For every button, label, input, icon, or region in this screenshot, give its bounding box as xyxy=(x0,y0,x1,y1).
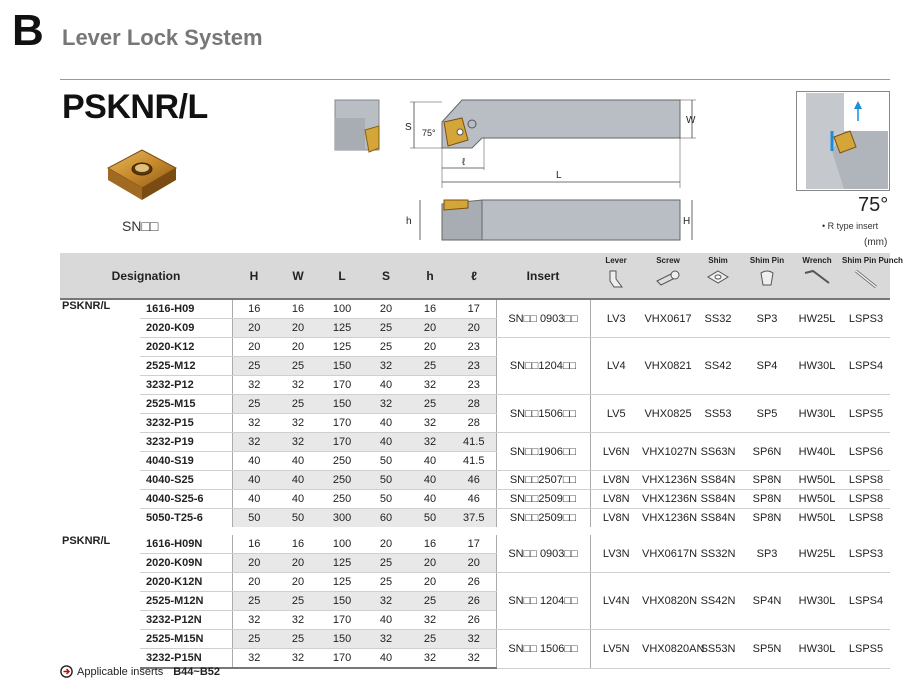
dimension-cell: 25 xyxy=(364,573,408,592)
designation-cell: 4040-S25 xyxy=(140,471,232,490)
shim-cell: SS84N xyxy=(694,490,742,509)
col-H: H xyxy=(232,253,276,299)
designation-cell: 2525-M12 xyxy=(140,357,232,376)
screw-cell: VHX0820AN xyxy=(642,630,694,669)
table-row xyxy=(60,573,890,592)
pin-cell: SP4 xyxy=(742,338,792,395)
table-header-row xyxy=(60,253,890,299)
dimension-cell: 41.5 xyxy=(452,452,496,471)
lever-cell: LV8N xyxy=(590,471,642,490)
designation-cell: 3232-P12 xyxy=(140,376,232,395)
shim-cell: SS63N xyxy=(694,433,742,471)
lever-cell: LV5N xyxy=(590,630,642,669)
punch-cell: LSPS5 xyxy=(842,395,890,433)
lever-cell: LV4N xyxy=(590,573,642,630)
dimension-cell: 46 xyxy=(452,471,496,490)
wrench-icon xyxy=(803,269,831,287)
insert-cell: SN□□1506□□ xyxy=(496,395,590,433)
dimension-cell: 40 xyxy=(408,490,452,509)
pin-cell: SP8N xyxy=(742,471,792,490)
pin-cell: SP4N xyxy=(742,573,792,630)
shim-cell: SS32N xyxy=(694,531,742,573)
dimension-cell: 20 xyxy=(276,554,320,573)
insert-cell: SN□□ 1204□□ xyxy=(496,573,590,630)
punch-cell: LSPS3 xyxy=(842,531,890,573)
arrow-circle-icon xyxy=(60,665,73,678)
shim-cell: SS32 xyxy=(694,299,742,338)
dimension-cell: 50 xyxy=(276,509,320,532)
dimension-cell: 25 xyxy=(232,630,276,649)
dimension-cell: 20 xyxy=(276,338,320,357)
designation-cell: 2020-K12 xyxy=(140,338,232,357)
screw-cell: VHX0820N xyxy=(642,573,694,630)
wrench-cell: HW50L xyxy=(792,471,842,490)
dimension-cell: 37.5 xyxy=(452,509,496,532)
dimension-cell: 32 xyxy=(232,376,276,395)
dimension-cell: 32 xyxy=(276,414,320,433)
dimension-cell: 26 xyxy=(452,592,496,611)
dimension-cell: 28 xyxy=(452,414,496,433)
dim-angle-label: 75° xyxy=(422,128,436,138)
designation-cell: 2020-K09N xyxy=(140,554,232,573)
section-title: Lever Lock System xyxy=(62,25,263,50)
wrench-cell: HW30L xyxy=(792,395,842,433)
wrench-cell: HW30L xyxy=(792,630,842,669)
dimension-cell: 100 xyxy=(320,531,364,554)
lever-cell: LV3 xyxy=(590,299,642,338)
table-row xyxy=(60,509,890,532)
pin-cell: SP8N xyxy=(742,490,792,509)
pin-cell: SP8N xyxy=(742,509,792,532)
dimension-cell: 40 xyxy=(364,414,408,433)
dimension-cell: 16 xyxy=(232,531,276,554)
dim-H-label: H xyxy=(683,216,691,227)
designation-cell: 2020-K12N xyxy=(140,573,232,592)
table-row xyxy=(60,338,890,357)
dim-s-label: S xyxy=(405,122,412,133)
screw-cell: VHX1236N xyxy=(642,471,694,490)
dimension-cell: 17 xyxy=(452,531,496,554)
dimension-cell: 32 xyxy=(408,611,452,630)
dimension-cell: 25 xyxy=(408,630,452,649)
dimension-cell: 23 xyxy=(452,376,496,395)
designation-cell: 4040-S19 xyxy=(140,452,232,471)
dimension-cell: 20 xyxy=(452,554,496,573)
dimension-cell: 32 xyxy=(276,433,320,452)
wrench-cell: HW50L xyxy=(792,490,842,509)
insert-image xyxy=(104,146,180,206)
dimension-cell: 50 xyxy=(364,452,408,471)
col-shim-label: Shim xyxy=(708,256,728,265)
dimension-cell: 16 xyxy=(408,299,452,319)
dimension-cell: 32 xyxy=(452,649,496,669)
orientation-image xyxy=(796,91,890,191)
model-title: PSKNR/L xyxy=(62,88,208,126)
dimension-cell: 250 xyxy=(320,452,364,471)
insert-cell: SN□□ 0903□□ xyxy=(496,531,590,573)
dimension-cell: 20 xyxy=(276,573,320,592)
holder-head-image xyxy=(335,100,381,155)
insert-code: SN□□ xyxy=(122,218,159,234)
unit-label: (mm) xyxy=(864,237,888,248)
lever-cell: LV4 xyxy=(590,338,642,395)
punch-icon xyxy=(852,269,880,291)
dimension-cell: 32 xyxy=(408,414,452,433)
col-designation: Designation xyxy=(60,253,232,299)
insert-cell: SN□□1906□□ xyxy=(496,433,590,471)
spec-table xyxy=(60,253,903,669)
col-lever-label: Lever xyxy=(605,256,627,265)
shim-cell: SS42 xyxy=(694,338,742,395)
col-l: ℓ xyxy=(452,253,496,299)
dimension-cell: 125 xyxy=(320,554,364,573)
dimension-cell: 150 xyxy=(320,357,364,376)
dimension-cell: 25 xyxy=(408,592,452,611)
dimension-cell: 20 xyxy=(408,338,452,357)
dimension-cell: 40 xyxy=(232,471,276,490)
dimension-cell: 16 xyxy=(276,299,320,319)
shim-cell: SS42N xyxy=(694,573,742,630)
dimension-cell: 25 xyxy=(408,395,452,414)
screw-cell: VHX1236N xyxy=(642,509,694,532)
shim-cell: SS84N xyxy=(694,471,742,490)
dimension-cell: 32 xyxy=(408,376,452,395)
col-S: S xyxy=(364,253,408,299)
dimension-cell: 20 xyxy=(452,319,496,338)
punch-cell: LSPS4 xyxy=(842,573,890,630)
dimension-cell: 28 xyxy=(452,395,496,414)
screw-icon xyxy=(655,269,681,287)
wrench-cell: HW25L xyxy=(792,531,842,573)
dimension-cell: 150 xyxy=(320,630,364,649)
designation-cell: 1616-H09 xyxy=(140,299,232,319)
dimension-cell: 16 xyxy=(408,531,452,554)
insert-cell: SN□□2509□□ xyxy=(496,509,590,532)
dimension-cell: 16 xyxy=(276,531,320,554)
dimension-cell: 20 xyxy=(408,554,452,573)
insert-cell: SN□□ 0903□□ xyxy=(496,299,590,338)
tool-drawing xyxy=(402,96,702,246)
dimension-cell: 40 xyxy=(408,452,452,471)
lever-cell: LV8N xyxy=(590,509,642,532)
dimension-cell: 20 xyxy=(364,531,408,554)
angle-label: 75° xyxy=(858,194,889,216)
punch-cell: LSPS6 xyxy=(842,433,890,471)
punch-cell: LSPS4 xyxy=(842,338,890,395)
designation-cell: 1616-H09N xyxy=(140,531,232,554)
table-row xyxy=(60,433,890,452)
shim-cell: SS53 xyxy=(694,395,742,433)
dimension-cell: 20 xyxy=(408,319,452,338)
section-letter: B xyxy=(12,6,44,55)
dimension-cell: 40 xyxy=(364,611,408,630)
dimension-cell: 60 xyxy=(364,509,408,532)
dimension-cell: 25 xyxy=(276,630,320,649)
col-shim-pin-label: Shim Pin xyxy=(749,256,785,265)
pin-cell: SP5N xyxy=(742,630,792,669)
dimension-cell: 40 xyxy=(232,452,276,471)
wrench-cell: HW30L xyxy=(792,338,842,395)
table-row xyxy=(60,471,890,490)
screw-cell: VHX0825 xyxy=(642,395,694,433)
dimension-cell: 32 xyxy=(276,611,320,630)
designation-cell: 2525-M15 xyxy=(140,395,232,414)
col-insert: Insert xyxy=(496,253,590,299)
table-block-standard xyxy=(60,299,890,531)
table-row xyxy=(60,299,890,319)
dimension-cell: 20 xyxy=(276,319,320,338)
designation-cell: 3232-P15N xyxy=(140,649,232,669)
designation-cell: 4040-S25-6 xyxy=(140,490,232,509)
dimension-cell: 32 xyxy=(408,433,452,452)
lever-cell: LV8N xyxy=(590,490,642,509)
screw-cell: VHX1027N xyxy=(642,433,694,471)
dimension-cell: 40 xyxy=(276,471,320,490)
designation-cell: 5050-T25-6 xyxy=(140,509,232,532)
dimension-cell: 32 xyxy=(232,611,276,630)
dimension-cell: 16 xyxy=(232,299,276,319)
dimension-cell: 40 xyxy=(276,452,320,471)
dimension-cell: 125 xyxy=(320,338,364,357)
dimension-cell: 50 xyxy=(232,509,276,532)
punch-cell: LSPS8 xyxy=(842,490,890,509)
wrench-cell: HW40L xyxy=(792,433,842,471)
pin-cell: SP3 xyxy=(742,299,792,338)
lever-icon xyxy=(606,269,626,291)
dimension-cell: 125 xyxy=(320,319,364,338)
wrench-cell: HW25L xyxy=(792,299,842,338)
dimension-cell: 26 xyxy=(452,573,496,592)
dimension-cell: 32 xyxy=(452,630,496,649)
dimension-cell: 50 xyxy=(364,490,408,509)
dimension-cell: 25 xyxy=(232,395,276,414)
dimension-cell: 20 xyxy=(232,573,276,592)
insert-cell: SN□□2507□□ xyxy=(496,471,590,490)
designation-cell: 3232-P12N xyxy=(140,611,232,630)
dimension-cell: 32 xyxy=(232,414,276,433)
rtype-note: • R type insert xyxy=(822,221,879,231)
dimension-cell: 23 xyxy=(452,357,496,376)
col-wrench xyxy=(792,253,842,299)
dimension-cell: 25 xyxy=(276,395,320,414)
designation-cell: 3232-P15 xyxy=(140,414,232,433)
dimension-cell: 150 xyxy=(320,395,364,414)
table-row xyxy=(60,630,890,649)
dimension-cell: 25 xyxy=(364,554,408,573)
dimension-cell: 170 xyxy=(320,414,364,433)
dimension-cell: 25 xyxy=(408,357,452,376)
dimension-cell: 40 xyxy=(364,433,408,452)
dimension-cell: 32 xyxy=(232,433,276,452)
designation-cell: 2020-K09 xyxy=(140,319,232,338)
footer-text: Applicable inserts xyxy=(77,665,164,678)
punch-cell: LSPS8 xyxy=(842,509,890,532)
dimension-cell: 300 xyxy=(320,509,364,532)
dimension-cell: 25 xyxy=(276,357,320,376)
lever-cell: LV5 xyxy=(590,395,642,433)
dimension-cell: 32 xyxy=(408,649,452,669)
dimension-cell: 32 xyxy=(364,357,408,376)
dimension-cell: 50 xyxy=(408,509,452,532)
dimension-cell: 150 xyxy=(320,592,364,611)
shim-pin-icon xyxy=(757,269,777,289)
dimension-cell: 25 xyxy=(232,592,276,611)
dimension-cell: 32 xyxy=(364,630,408,649)
series-label: PSKNR/L xyxy=(62,300,111,312)
dimension-cell: 32 xyxy=(276,649,320,669)
col-screw xyxy=(642,253,694,299)
table-block-n xyxy=(60,531,890,668)
designation-cell: 2525-M15N xyxy=(140,630,232,649)
dimension-cell: 170 xyxy=(320,649,364,669)
designation-cell: 2525-M12N xyxy=(140,592,232,611)
top-divider xyxy=(60,79,890,80)
punch-cell: LSPS3 xyxy=(842,299,890,338)
punch-cell: LSPS8 xyxy=(842,471,890,490)
dimension-cell: 250 xyxy=(320,471,364,490)
dimension-cell: 100 xyxy=(320,299,364,319)
col-shim-pin-punch-label: Shim Pin Punch xyxy=(842,256,903,265)
col-shim xyxy=(694,253,742,299)
col-lever xyxy=(590,253,642,299)
dimension-cell: 20 xyxy=(408,573,452,592)
dimension-cell: 26 xyxy=(452,611,496,630)
dimension-cell: 40 xyxy=(232,490,276,509)
screw-cell: VHX0821 xyxy=(642,338,694,395)
dimension-cell: 41.5 xyxy=(452,433,496,452)
lever-cell: LV6N xyxy=(590,433,642,471)
table-row xyxy=(60,531,890,554)
dim-h-label: h xyxy=(406,216,412,227)
dim-w-label: W xyxy=(686,115,696,126)
dimension-cell: 20 xyxy=(364,299,408,319)
dimension-cell: 50 xyxy=(364,471,408,490)
dimension-cell: 250 xyxy=(320,490,364,509)
dimension-cell: 17 xyxy=(452,299,496,319)
col-h: h xyxy=(408,253,452,299)
lever-cell: LV3N xyxy=(590,531,642,573)
dimension-cell: 170 xyxy=(320,611,364,630)
shim-icon xyxy=(706,269,730,287)
footer-ref[interactable]: B44~B52 xyxy=(173,665,221,678)
dimension-cell: 32 xyxy=(364,592,408,611)
dimension-cell: 125 xyxy=(320,573,364,592)
dimension-cell: 25 xyxy=(232,357,276,376)
pin-cell: SP6N xyxy=(742,433,792,471)
dimension-cell: 20 xyxy=(232,319,276,338)
insert-cell: SN□□ 1506□□ xyxy=(496,630,590,669)
pin-cell: SP3 xyxy=(742,531,792,573)
table-row xyxy=(60,490,890,509)
dimension-cell: 25 xyxy=(364,338,408,357)
dimension-cell: 40 xyxy=(364,376,408,395)
col-W: W xyxy=(276,253,320,299)
wrench-cell: HW50L xyxy=(792,509,842,532)
dimension-cell: 32 xyxy=(364,395,408,414)
dim-L-label: L xyxy=(556,170,562,181)
series-label: PSKNR/L xyxy=(60,531,140,668)
insert-cell: SN□□1204□□ xyxy=(496,338,590,395)
punch-cell: LSPS5 xyxy=(842,630,890,669)
dimension-cell: 40 xyxy=(408,471,452,490)
wrench-cell: HW30L xyxy=(792,573,842,630)
dimension-cell: 40 xyxy=(276,490,320,509)
col-shim-pin-punch xyxy=(842,253,903,299)
col-screw-label: Screw xyxy=(656,256,680,265)
pin-cell: SP5 xyxy=(742,395,792,433)
col-shim-pin xyxy=(742,253,792,299)
dimension-cell: 40 xyxy=(364,649,408,669)
shim-cell: SS53N xyxy=(694,630,742,669)
dimension-cell: 170 xyxy=(320,376,364,395)
shim-cell: SS84N xyxy=(694,509,742,532)
table-row xyxy=(60,395,890,414)
dimension-cell: 25 xyxy=(364,319,408,338)
screw-cell: VHX0617N xyxy=(642,531,694,573)
dimension-cell: 32 xyxy=(276,376,320,395)
col-wrench-label: Wrench xyxy=(802,256,832,265)
dimension-cell: 170 xyxy=(320,433,364,452)
dimension-cell: 46 xyxy=(452,490,496,509)
screw-cell: VHX0617 xyxy=(642,299,694,338)
footer-note xyxy=(60,665,220,678)
dimension-cell: 23 xyxy=(452,338,496,357)
dimension-cell: 20 xyxy=(232,338,276,357)
dim-l-small-label: ℓ xyxy=(462,157,466,168)
dimension-cell: 25 xyxy=(276,592,320,611)
insert-cell: SN□□2509□□ xyxy=(496,490,590,509)
designation-cell: 3232-P19 xyxy=(140,433,232,452)
col-L: L xyxy=(320,253,364,299)
screw-cell: VHX1236N xyxy=(642,490,694,509)
dimension-cell: 20 xyxy=(232,554,276,573)
dimension-cell: 32 xyxy=(232,649,276,669)
